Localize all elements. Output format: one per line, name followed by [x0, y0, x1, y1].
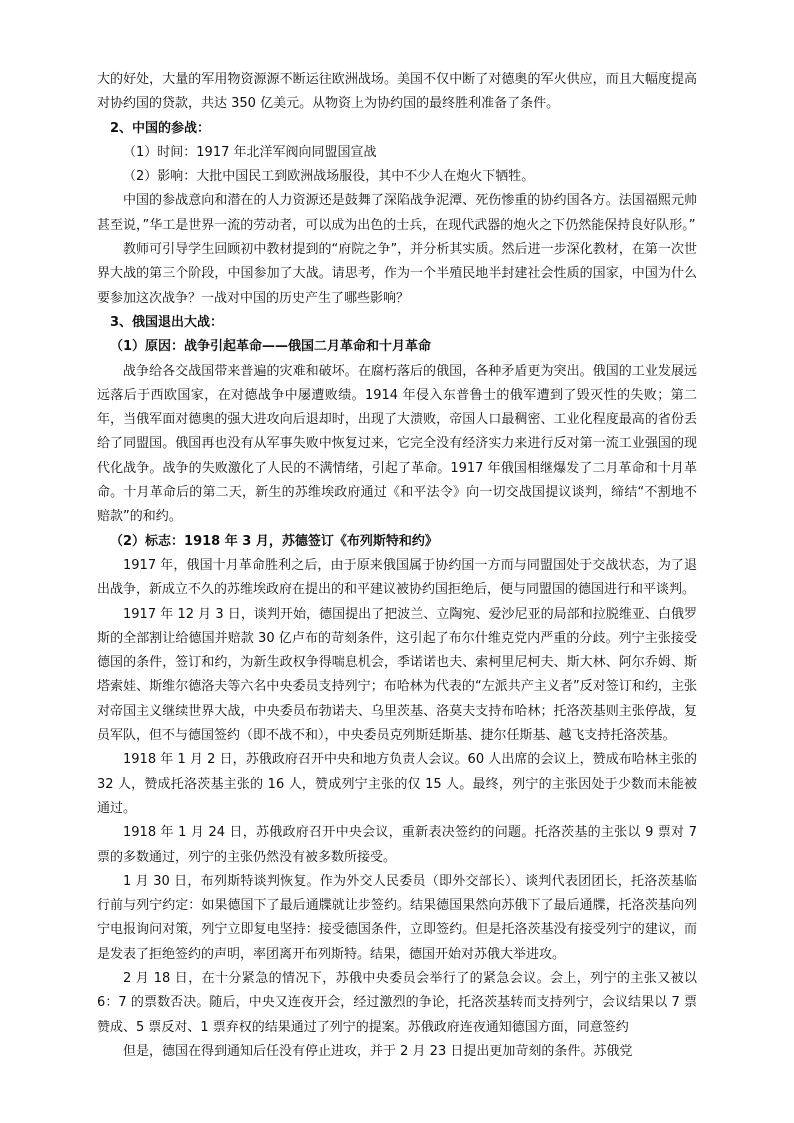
paragraph: 大的好处，大量的军用物资源源不断运往欧洲战场。美国不仅中断了对德奥的军火供应，而且大幅度提高对协约国的贷款，共达 350 亿美元。从物资上为协约国的最终胜利准备了条件。: [97, 72, 697, 112]
document-page: [97, 68, 697, 1064]
paragraph: （2）影响：大批中国民工到欧洲战场服役，其中不少人在炮火下牺牲。: [123, 169, 535, 185]
paragraph: 但是，德国在得到通知后任没有停止进攻，并于 2 月 23 日提出更加苛刻的条件。苏俄党: [123, 1043, 633, 1059]
paragraph: 1917 年，俄国十月革命胜利之后，由于原来俄国属于协约国一方而与同盟国处于交战状态，为了退出战争，新成立不久的苏维埃政府在提出的和平建议被协约国拒绝后，便与同盟国的德国进行和平谈判。: [97, 557, 697, 598]
paragraph: 1917 年 12 月 3 日，谈判开始，德国提出了把波兰、立陶宛、爱沙尼亚的局部和拉脱维亚、白俄罗斯的全部割让给德国并赔款 30 亿卢布的苛刻条件，这引起了布尔什维克党内严重的分歧。列宁主张接受德国的条件，签订和约，为新生政权争得喘息机会，季诺诺也夫、索柯里尼柯夫、斯大林、阿尔乔姆、斯塔索娃、斯维尔德洛夫等六名中央委员支持列宁；布哈林为代表的“左派共产主义者”反对签订和约，主张对帝国主义继续世界大战，中央委员布勃诺夫、乌里茨基、洛莫夫支持布哈林；托洛茨基则主张停战，复员军队，但不与德国签约（即不战不和），中央委员克列斯廷斯基、捷尔任斯基、越飞支持托洛茨基。: [97, 606, 697, 744]
paragraph: 1918 年 1 月 2 日，苏俄政府召开中央和地方负责人会议。60 人出席的会议上，赞成布哈林主张的 32 人，赞成托洛茨基主张的 16 人，赞成列宁主张的仅 15 人。最终，列宁的主张因处于少数而未能被通过。: [97, 752, 697, 816]
section-heading-russia: 3、俄国退出大战：: [110, 314, 224, 330]
paragraph: 1 月 30 日，布列斯特谈判恢复。作为外交人民委员（即外交部长）、谈判代表团团长，托洛茨基临行前与列宁约定：如果德国下了最后通牒就让步签约。结果德国果然向苏俄下了最后通牒，托洛茨基向列宁电报询问对策，列宁立即复电坚持：接受德国条件，立即签约。但是托洛茨基没有接受列宁的建议，而是发表了拒绝签约的声明，率团离开布列斯特。结果，德国开始对苏俄大举进攻。: [97, 873, 697, 962]
paragraph: 战争给各交战国带来普遍的灾难和破坏。在腐朽落后的俄国，各种矛盾更为突出。俄国的工业发展远远落后于西欧国家，在对德战争中屡遭败绩。1914 年侵入东普鲁士的俄军遭到了毁灭性的失败；第二年，当俄军面对德奥的强大进攻向后退却时，出现了大溃败，帝国人口最稠密、工业化程度最高的省份丢给了同盟国。俄国再也没有从军事失败中恢复过来，它完全没有经济实力来进行反对第一流工业强国的现代化战争。战争的失败激化了人民的不满情绪，引起了革命。1917 年俄国相继爆发了二月革命和十月革命。十月革命后的第二天，新生的苏维埃政府通过《和平法令》向一切交战国提议谈判，缔结“不割地不赔款”的和约。: [97, 363, 697, 525]
section-heading-china: 2、中国的参战：: [110, 120, 211, 136]
paragraph: 2 月 18 日，在十分紧急的情况下，苏俄中央委员会举行了的紧急会议。会上，列宁的主张又被以 6：7 的票数否决。随后，中央又连夜开会，经过激烈的争论，托洛茨基转而支持列宁，会议结果以 7 票赞成、5 票反对、1 票弃权的结果通过了列宁的提案。苏俄政府连夜通知德国方面，同意签约: [97, 970, 697, 1035]
paragraph: 教师可引导学生回顾初中教材提到的“府院之争”，并分析其实质。然后进一步深化教材，在第一次世界大战的第三个阶段，中国参加了大战。请思考，作为一个半殖民地半封建社会性质的国家，中国为什么要参加这次战争？一战对中国的历史产生了哪些影响？: [97, 242, 697, 306]
paragraph: 中国的参战意向和潜在的人力资源还是鼓舞了深陷战争泥潭、死伤惨重的协约国各方。法国福熙元帅甚至说，”华工是世界一流的劳动者，可以成为出色的士兵，在现代武器的炮火之下仍然能保持良好队形。”: [97, 193, 697, 233]
subheading-sign: （2）标志：1918 年 3 月，苏德签订《布列斯特和约》: [110, 533, 438, 549]
paragraph: 1918 年 1 月 24 日，苏俄政府召开中央会议，重新表决签约的问题。托洛茨基的主张以 9 票对 7 票的多数通过，列宁的主张仍然没有被多数所接受。: [97, 825, 697, 865]
paragraph: （1）时间：1917 年北洋军阀向同盟国宣战: [123, 144, 377, 160]
subheading-cause: （1）原因：战争引起革命——俄国二月革命和十月革命: [110, 339, 432, 355]
